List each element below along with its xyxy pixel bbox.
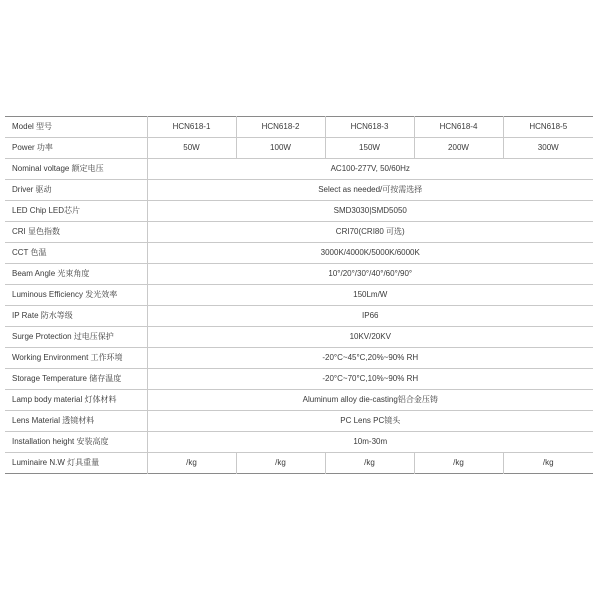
row-label: Surge Protection 过电压保护 <box>5 327 147 348</box>
spec-row <box>5 222 593 243</box>
row-label: Nominal voltage 额定电压 <box>5 159 147 180</box>
spec-row <box>5 306 593 327</box>
weight-cell: /kg <box>147 453 236 474</box>
row-value: 150Lm/W <box>147 285 593 306</box>
power-cell: 50W <box>147 138 236 159</box>
row-label: Storage Temperature 储存温度 <box>5 369 147 390</box>
row-value: AC100-277V, 50/60Hz <box>147 159 593 180</box>
weight-row <box>5 453 593 474</box>
spec-row <box>5 390 593 411</box>
weight-cell: /kg <box>503 453 593 474</box>
row-value: Aluminum alloy die-casting铝合金压铸 <box>147 390 593 411</box>
spec-row <box>5 411 593 432</box>
spec-row <box>5 348 593 369</box>
spec-row <box>5 243 593 264</box>
row-label: Luminaire N.W 灯具重量 <box>12 458 100 467</box>
spec-row <box>5 369 593 390</box>
row-label: IP Rate 防水等级 <box>5 306 147 327</box>
weight-cell: /kg <box>236 453 325 474</box>
row-label: Beam Angle 光束角度 <box>5 264 147 285</box>
row-label: Power 功率 <box>5 138 147 159</box>
row-value: 10m-30m <box>147 432 593 453</box>
row-value: 10°/20°/30°/40°/60°/90° <box>147 264 593 285</box>
spec-row <box>5 264 593 285</box>
row-label: LED Chip LED芯片 <box>5 201 147 222</box>
row-label: CRI 显色指数 <box>5 222 147 243</box>
model-cell: HCN618-5 <box>503 117 593 138</box>
spec-table <box>5 116 593 474</box>
spec-row <box>5 432 593 453</box>
row-label: Lens Material 透镜材料 <box>5 411 147 432</box>
row-value: Select as needed/可按需选择 <box>147 180 593 201</box>
row-value: IP66 <box>147 306 593 327</box>
row-label: Working Environment 工作环境 <box>5 348 147 369</box>
row-label: Driver 驱动 <box>5 180 147 201</box>
row-label: Model 型号 <box>5 117 147 138</box>
model-cell: HCN618-3 <box>325 117 414 138</box>
model-cell: HCN618-4 <box>414 117 503 138</box>
weight-cell: /kg <box>414 453 503 474</box>
row-value: 3000K/4000K/5000K/6000K <box>147 243 593 264</box>
row-value: 10KV/20KV <box>147 327 593 348</box>
model-cell: HCN618-2 <box>236 117 325 138</box>
power-cell: 300W <box>503 138 593 159</box>
power-cell: 150W <box>325 138 414 159</box>
row-value: CRI70(CRI80 可选) <box>147 222 593 243</box>
power-cell: 100W <box>236 138 325 159</box>
spec-row <box>5 201 593 222</box>
row-value: PC Lens PC镜头 <box>147 411 593 432</box>
row-value: SMD3030|SMD5050 <box>147 201 593 222</box>
model-cell: HCN618-1 <box>147 117 236 138</box>
spec-row <box>5 180 593 201</box>
model-row <box>5 117 593 138</box>
row-label: Lamp body material 灯体材料 <box>5 390 147 411</box>
row-label: CCT 色温 <box>5 243 147 264</box>
spec-row <box>5 159 593 180</box>
row-value: -20°C~70°C,10%~90% RH <box>147 369 593 390</box>
row-value: -20°C~45°C,20%~90% RH <box>147 348 593 369</box>
spec-row <box>5 327 593 348</box>
power-row <box>5 138 593 159</box>
row-label: Installation height 安装高度 <box>5 432 147 453</box>
spec-row <box>5 285 593 306</box>
weight-cell: /kg <box>325 453 414 474</box>
power-cell: 200W <box>414 138 503 159</box>
row-label: Luminous Efficiency 发光效率 <box>5 285 147 306</box>
